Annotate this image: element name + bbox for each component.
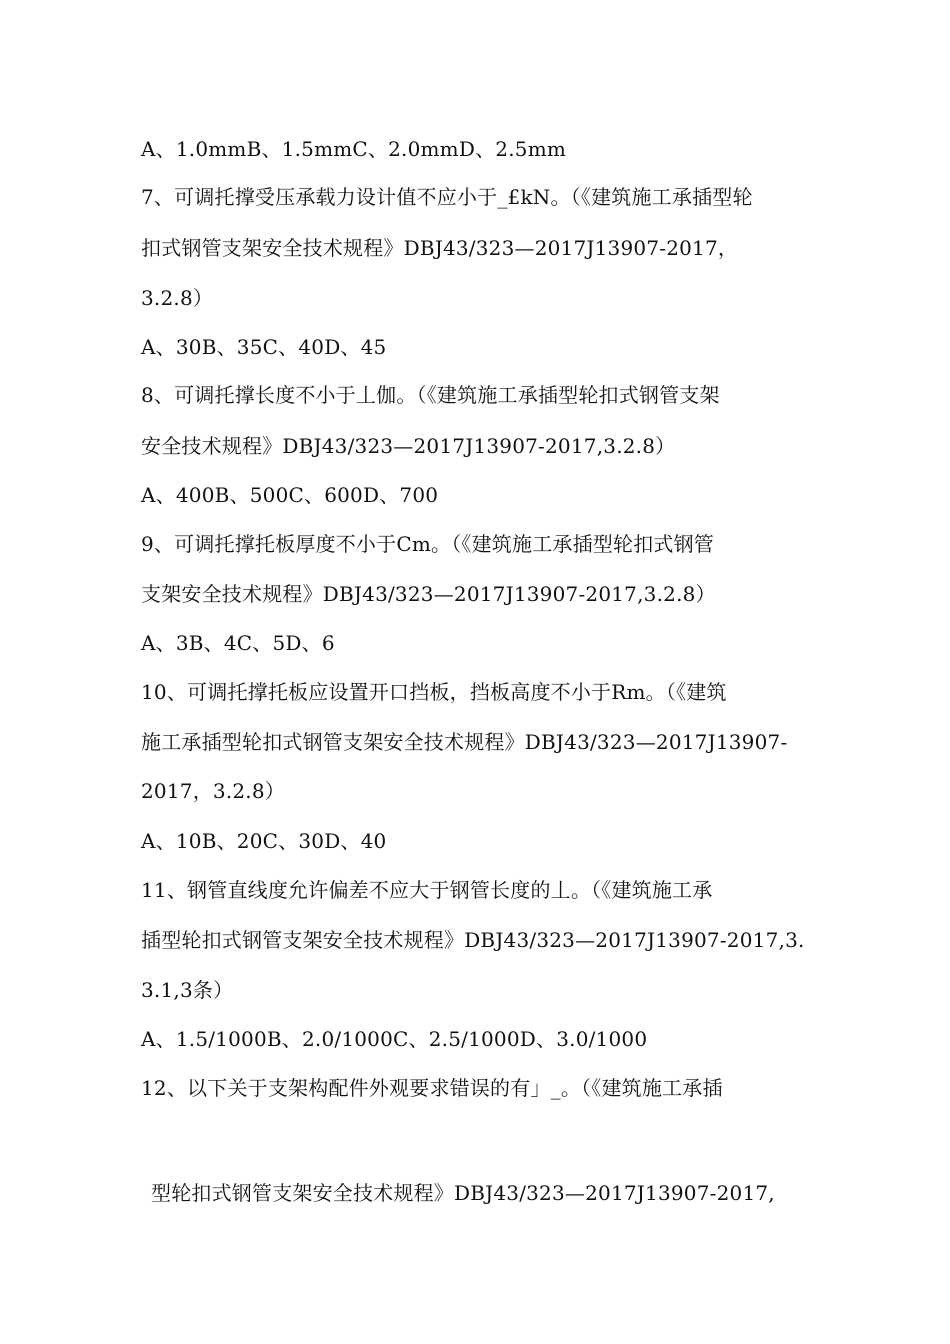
question-8-line-1: 8、可调托撑长度不小于丄伽。（《建筑施工承插型轮扣式钢管支架 <box>141 383 720 407</box>
answer-options-9: A、3B、4C、5D、6 <box>141 631 335 655</box>
question-12-line-2: 型轮扣式钢管支架安全技术规程》DBJ43/323—2017J13907-2017, <box>151 1181 775 1205</box>
question-9-line-2: 支架安全技术规程》DBJ43/323—2017J13907-2017,3.2.8） <box>141 582 716 606</box>
question-11-line-3: 3.1,3条） <box>141 978 234 1002</box>
answer-options-7: A、30B、35C、40D、45 <box>141 335 387 359</box>
question-10-line-1: 10、可调托撑托板应设置开口挡板，挡板高度不小于Rm。（《建筑 <box>141 680 727 704</box>
answer-options-6: A、1.0mmB、1.5mmC、2.0mmD、2.5mm <box>141 137 567 161</box>
answer-options-10: A、10B、20C、30D、40 <box>141 829 387 853</box>
question-11-line-2: 插型轮扣式钢管支架安全技术规程》DBJ43/323—2017J13907-2017,3. <box>141 928 805 952</box>
question-7-line-1: 7、可调托撑受压承载力设计值不应小于_£kN。（《建筑施工承插型轮 <box>141 185 753 209</box>
question-10-line-2: 施工承插型轮扣式钢管支架安全技术规程》DBJ43/323—2017J13907- <box>141 730 788 754</box>
question-8-line-2: 安全技术规程》DBJ43/323—2017J13907-2017,3.2.8） <box>141 434 676 458</box>
answer-options-8: A、400B、500C、600D、700 <box>141 483 439 507</box>
question-9-line-1: 9、可调托撑托板厚度不小于Cm。（《建筑施工承插型轮扣式钢管 <box>141 532 714 556</box>
question-7-line-3: 3.2.8） <box>141 286 214 310</box>
question-11-line-1: 11、钢管直线度允许偏差不应大于钢管长度的丄。（《建筑施工承 <box>141 878 713 902</box>
answer-options-11: A、1.5/1000B、2.0/1000C、2.5/1000D、3.0/1000 <box>141 1027 648 1051</box>
question-7-line-2: 扣式钢管支架安全技术规程》DBJ43/323—2017J13907-2017， <box>141 236 739 260</box>
question-10-line-3: 2017，3.2.8） <box>141 779 285 803</box>
question-12-line-1: 12、以下关于支架构配件外观要求错误的有」_。（《建筑施工承插 <box>141 1076 723 1100</box>
